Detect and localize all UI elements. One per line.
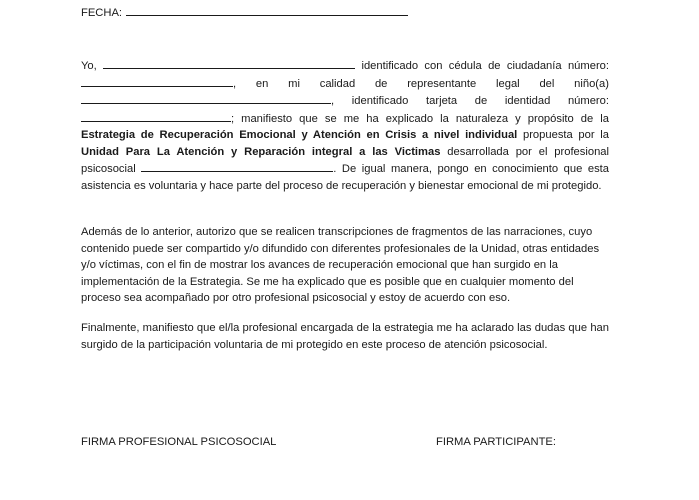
date-blank[interactable] <box>126 4 408 16</box>
strategy-name: Estrategia de Recuperación Emocional y Atención en Crisis a nivel individual <box>81 129 518 141</box>
child-name-blank[interactable] <box>81 92 331 104</box>
date-label: FECHA: <box>81 7 123 19</box>
declaration-text-1: identificado con cédula de ciudadanía número: <box>361 60 609 72</box>
professional-signature-label: FIRMA PROFESIONAL PSICOSOCIAL <box>81 436 277 448</box>
declaration-text-4: ; manifiesto que se me ha explicado la naturaleza y propósito de la <box>231 112 609 125</box>
declaration-text-3: , identificado tarjeta de identidad número: <box>331 95 609 107</box>
declaration-paragraph <box>81 57 609 194</box>
closing-paragraph: Finalmente, manifiesto que el/la profesional encargada de la estrategia me ha aclarado las dudas que han surgido de la participación voluntaria de mi protegido en este proceso de atención psicosocial. <box>81 322 609 351</box>
date-line <box>81 4 408 21</box>
id-number-blank[interactable] <box>81 75 233 87</box>
professional-name-blank[interactable] <box>141 160 333 172</box>
unit-name: Unidad Para La Atención y Reparación integral a las Victimas <box>81 145 441 158</box>
consent-document <box>81 0 609 500</box>
child-id-blank[interactable] <box>81 110 231 122</box>
declaration-text-7: . De igual manera, pongo en conocimiento que esta asistencia es voluntaria y hace parte del proceso de recuperación y bienestar emocional de mi protegido. <box>81 163 609 192</box>
declaration-text-5: propuesta por la <box>522 129 609 141</box>
name-blank[interactable] <box>103 57 355 69</box>
authorization-paragraph: Además de lo anterior, autorizo que se realicen transcripciones de fragmentos de las narraciones, cuyo contenido puede ser compartido y/o difundido con diferentes profesionales de la Unidad, otras entidades y/o víctimas, con el fin de mostrar los avances de recuperación emocional que han surgido en la implementación de la Estrategia. Se me ha explicado que es posible que en cualquier momento del proceso sea acompañado por otro profesional psicosocial y estoy de acuerdo con eso. <box>81 226 600 304</box>
declaration-text-2: , en mi calidad de representante legal del niño(a) <box>233 77 609 90</box>
declaration-text-6: desarrollada por el profesional psicosocial <box>81 145 610 175</box>
yo-label: Yo, <box>81 60 97 72</box>
participant-signature-label: FIRMA PARTICIPANTE: <box>436 436 556 448</box>
